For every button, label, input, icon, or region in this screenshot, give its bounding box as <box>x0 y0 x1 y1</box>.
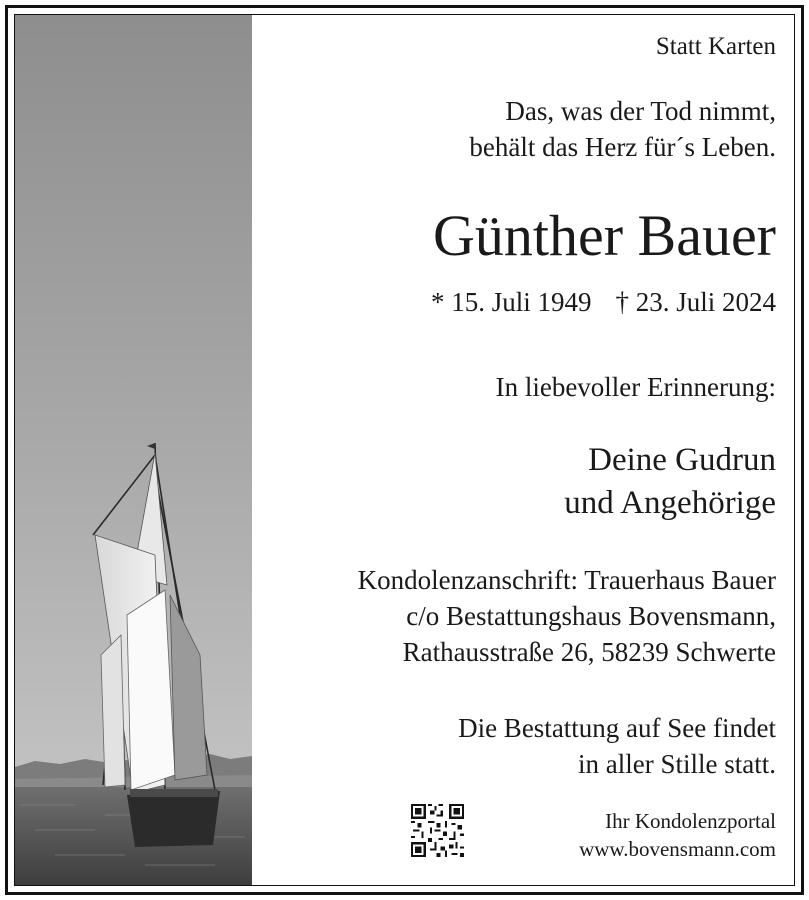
address-line-2: c/o Bestattungshaus Bovensmann, <box>406 601 776 631</box>
sailing-ship-photo <box>15 15 252 885</box>
obituary-frame <box>5 5 804 895</box>
burial-line-2: in aller Stille statt. <box>578 749 776 779</box>
signer-line-1: Deine Gudrun <box>588 442 776 478</box>
remembrance-intro: In liebevoller Erinnerung: <box>495 372 776 402</box>
notice-text-column <box>252 15 794 885</box>
obituary-inner-border <box>14 14 795 886</box>
header-statt-karten: Statt Karten <box>655 33 776 60</box>
memorial-quote <box>469 93 776 165</box>
deceased-name: Günther Bauer <box>432 203 776 268</box>
death-date: † 23. Juli 2024 <box>615 287 776 317</box>
signer-line-2: und Angehörige <box>564 485 776 521</box>
burial-line-1: Die Bestattung auf See findet <box>458 713 776 743</box>
portal-url-link[interactable]: www.bovensmann.com <box>579 837 776 861</box>
portal-label: Ihr Kondolenzportal <box>605 809 776 833</box>
condolence-address <box>358 562 776 670</box>
condolence-portal <box>579 807 776 863</box>
quote-line-1: Das, was der Tod nimmt, <box>505 96 776 126</box>
birth-date: * 15. Juli 1949 <box>430 287 592 317</box>
qr-code-icon[interactable] <box>411 804 464 857</box>
life-dates <box>431 287 776 318</box>
burial-notice <box>458 710 776 782</box>
address-line-3: Rathausstraße 26, 58239 Schwerte <box>402 637 776 667</box>
quote-line-2: behält das Herz für´s Leben. <box>469 132 776 162</box>
address-line-1: Kondolenzanschrift: Trauerhaus Bauer <box>357 565 776 595</box>
signers <box>564 439 776 525</box>
